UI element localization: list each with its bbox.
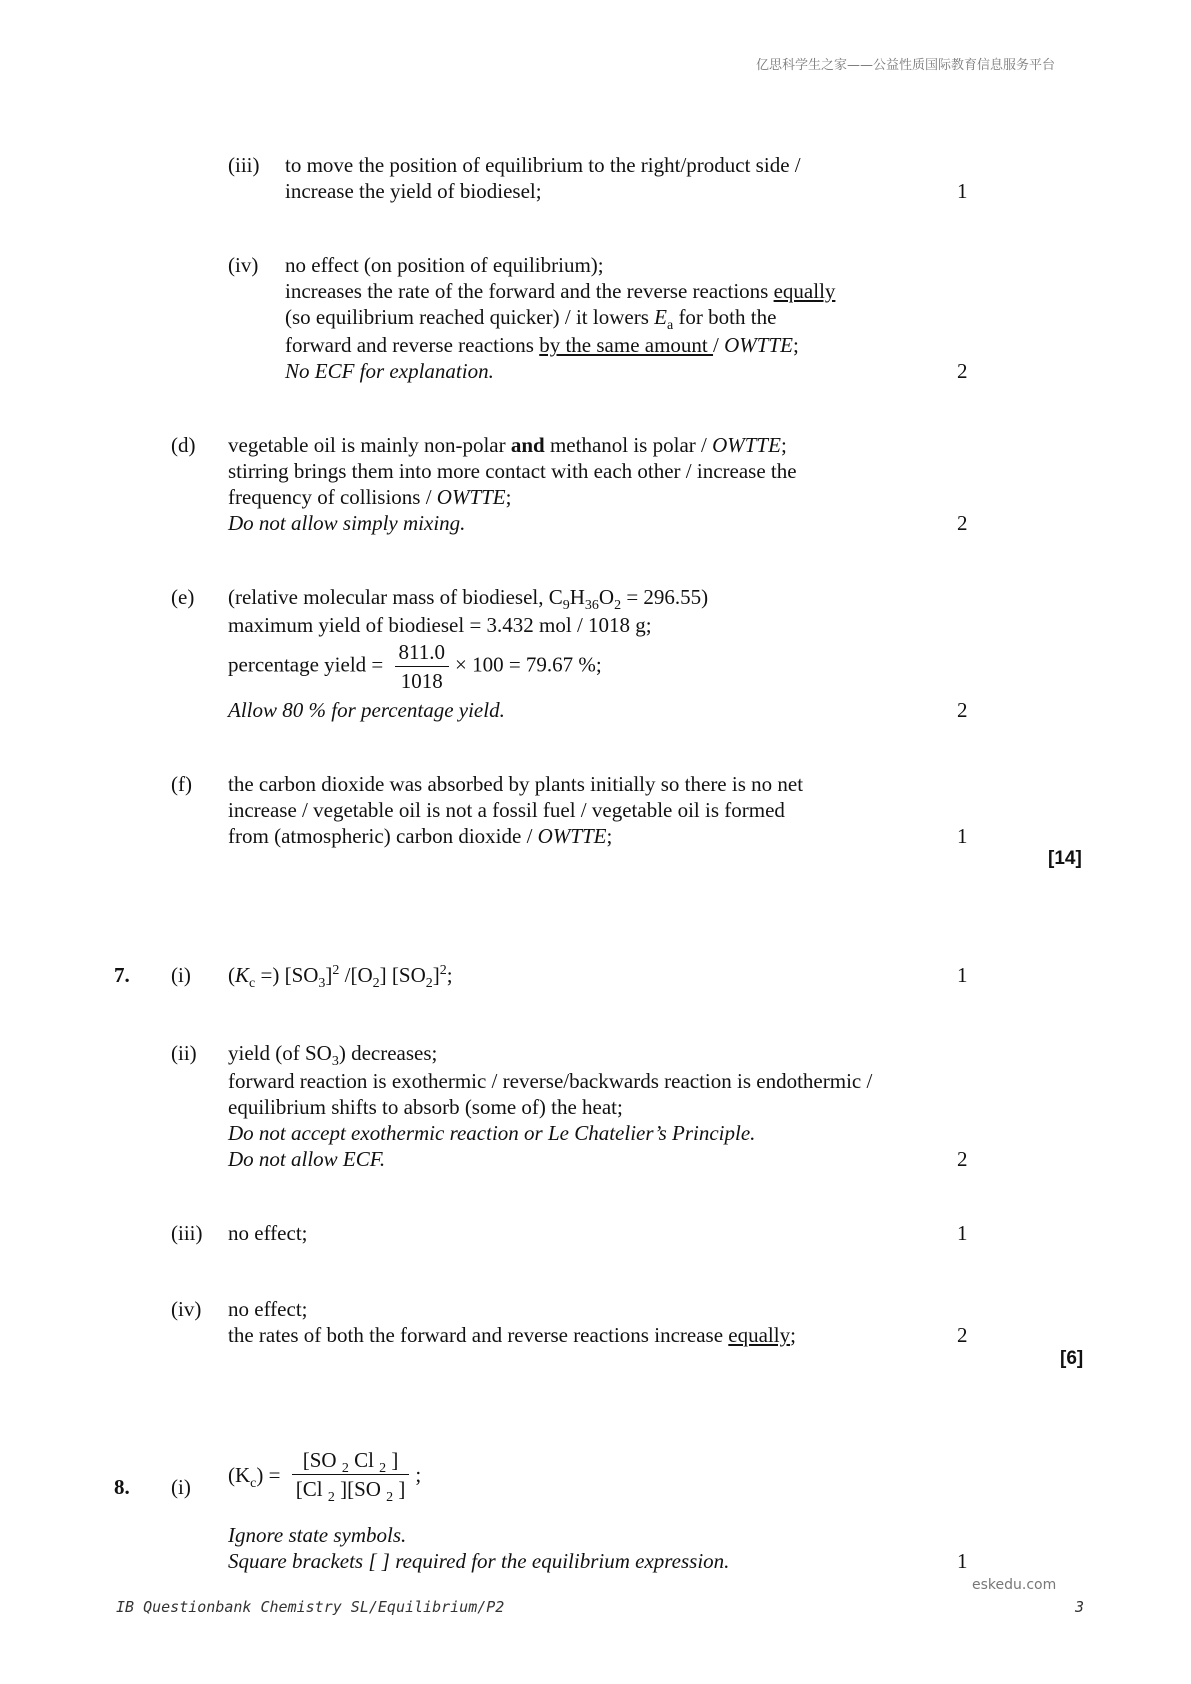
footer: IB Questionbank Chemistry SL/Equilibrium/P2 [116,1598,505,1616]
part-label: (i) [171,963,191,987]
question-total: [14] [1048,848,1082,869]
marking-note: Do not allow simply mixing. [228,511,466,535]
answer-line: vegetable oil is mainly non-polar and methanol is polar / OWTTE; [228,433,787,457]
answer-line: maximum yield of biodiesel = 3.432 mol / 1018 g; [228,613,652,637]
site-header: 亿思科学生之家——公益性质国际教育信息服务平台 [755,58,1055,73]
mark: 2 [957,511,968,535]
mark: 2 [957,359,968,383]
answer-line: no effect (on position of equilibrium); [285,253,604,277]
answer-line: yield (of $SO_3$) decreases; [228,1041,438,1070]
part-label: (e) [171,585,195,609]
fraction: $\frac{[SO _2 Cl _2 ]}{[Cl _2 ][SO _2 ]}$ [292,1448,410,1501]
answer-line: increase / vegetable oil is not a fossil fuel / vegetable oil is formed [228,798,785,822]
part-label: (i) [171,1475,191,1499]
part-label: (iii) [228,153,260,177]
part-label: (f) [171,772,192,796]
part-label: (iv) [171,1297,202,1321]
answer-line: no effect; [228,1297,308,1321]
answer-line: stirring brings them into more contact with each other / increase the [228,459,797,483]
marking-note: Allow 80 % for percentage yield. [228,698,505,722]
part-label: (iv) [228,253,259,277]
marking-note: Do not allow ECF. [228,1147,386,1171]
answer-line: the rates of both the forward and reverse reactions increase equally; [228,1323,796,1347]
marking-note: Ignore state symbols. [228,1523,407,1547]
mark: 1 [957,1549,968,1573]
answer-line: no effect; [228,1221,308,1245]
mark: 1 [957,1221,968,1245]
marking-note: Square brackets [ ] required for the equilibrium expression. [228,1549,730,1573]
mark: 1 [957,963,968,987]
answer-line: increases the rate of the forward and the reverse reactions equally [285,279,836,303]
answer-line: (so equilibrium reached quicker) / it lowers $E_a$ for both the [285,305,777,334]
marking-note: Do not accept exothermic reaction or Le Chatelier’s Principle. [228,1121,756,1145]
mark: 2 [957,1323,968,1347]
answer-line: to move the position of equilibrium to the right/product side / [285,153,801,177]
mark: 2 [957,1147,968,1171]
mark: 1 [957,824,968,848]
answer-line: equilibrium shifts to absorb (some of) the heat; [228,1095,623,1119]
part-label: (iii) [171,1221,203,1245]
answer-line: the carbon dioxide was absorbed by plants initially so there is no net [228,772,804,796]
mark: 1 [957,179,968,203]
marking-note: No ECF for explanation. [285,359,494,383]
question-number: 7. [114,963,130,987]
question-total: [6] [1060,1348,1084,1369]
equilibrium-expression: ($K_c$ =) $[SO_3]^2$ $/[O_2]$ $[SO_2]^2$; [228,963,453,992]
mark: 2 [957,698,968,722]
question-number: 8. [114,1475,130,1499]
part-label: (ii) [171,1041,197,1065]
page-number: 3 [1075,1598,1085,1616]
fraction: $\frac{811.0}{1018}$ [395,640,449,693]
part-label: (d) [171,433,196,457]
equilibrium-expression: $(K_c)$ = $\frac{[SO _2 Cl _2 ]}{[Cl _2 ][SO _2 ]}$ ; [228,1448,422,1506]
answer-line: (relative molecular mass of biodiesel, $C_9H_{36}O_2 = 296.55$) [228,585,709,614]
answer-line: frequency of collisions / OWTTE; [228,485,512,509]
answer-line: forward reaction is exothermic / reverse/backwards reaction is endothermic / [228,1069,873,1093]
watermark: eskedu.com [972,1577,1057,1593]
answer-line: increase the yield of biodiesel; [285,179,542,203]
percentage-yield-equation: percentage yield = $\frac{811.0}{1018}$ × 100 = 79.67 %; [228,640,602,693]
answer-line: forward and reverse reactions by the same amount / OWTTE; [285,333,799,357]
answer-line: from (atmospheric) carbon dioxide / OWTTE; [228,824,613,848]
